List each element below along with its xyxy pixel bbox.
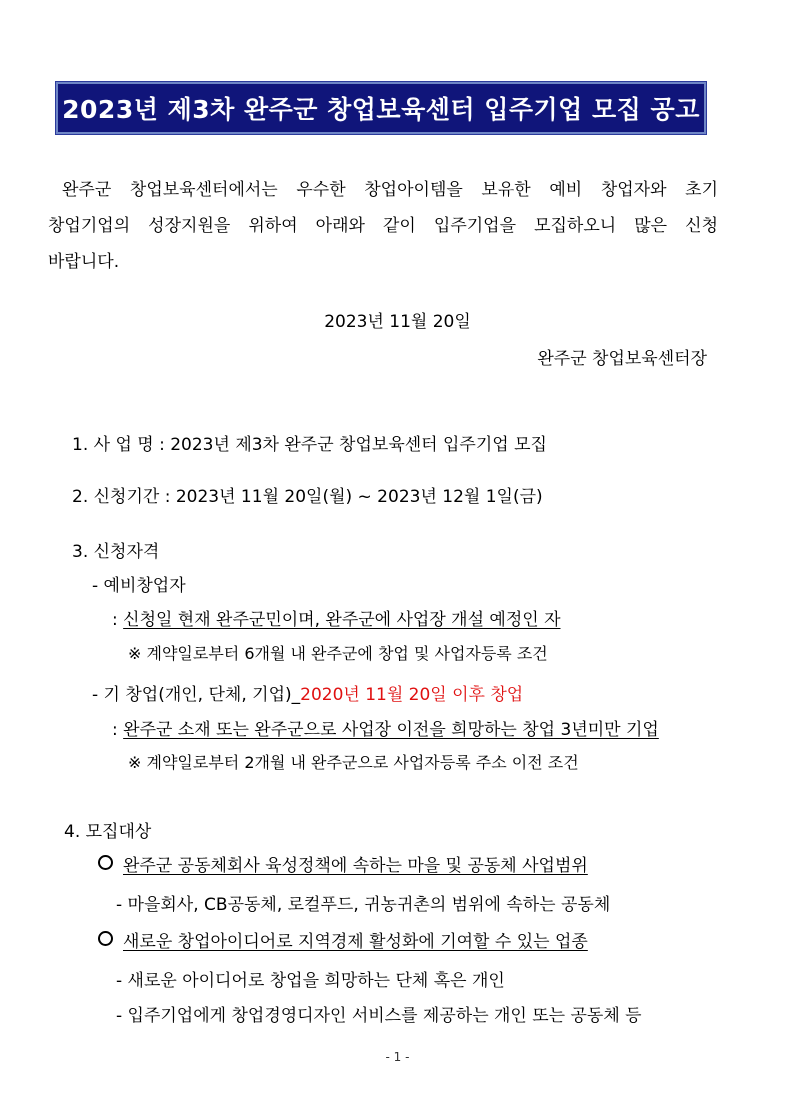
colon-prefix: :	[112, 610, 124, 630]
circle-bullet-icon	[98, 931, 113, 946]
colon-prefix: :	[112, 720, 124, 740]
target-item-1-sub: - 마을회사, CB공동체, 로컬푸드, 귀농귀촌의 범위에 속하는 공동체	[116, 895, 611, 915]
circle-bullet-icon	[98, 855, 113, 870]
intro-line: 창업기업의 성장지원을 위하여 아래와 같이 입주기업을 모집하오니 많은 신청	[48, 216, 718, 236]
eligibility-pre-startup-note: ※ 계약일로부터 6개월 내 완주군에 창업 및 사업자등록 조건	[128, 644, 548, 663]
title-banner	[56, 82, 706, 134]
eligibility-existing-note: ※ 계약일로부터 2개월 내 완주군으로 사업자등록 주소 이전 조건	[128, 753, 579, 772]
section-eligibility-heading: 3. 신청자격	[72, 542, 160, 562]
section-target-heading: 4. 모집대상	[64, 822, 152, 842]
target-item-2-sub-2: - 입주기업에게 창업경영디자인 서비스를 제공하는 개인 또는 공동체 등	[116, 1006, 642, 1026]
announcement-date: 2023년 11월 20일	[324, 312, 471, 332]
eligibility-existing-label	[92, 680, 523, 705]
intro-line: 완주군 창업보육센터에서는 우수한 창업아이템을 보유한 예비 창업자와 초기	[62, 180, 718, 200]
intro-line: 바랍니다.	[48, 252, 120, 272]
page-title: 2023년 제3차 완주군 창업보육센터 입주기업 모집 공고	[62, 95, 700, 124]
existing-highlight: 2020년 11월 20일 이후 창업	[300, 685, 524, 705]
pre-startup-requirement: 신청일 현재 완주군민이며, 완주군에 사업장 개설 예정인 자	[123, 610, 561, 630]
target-item-2-text: 새로운 창업아이디어로 지역경제 활성화에 기여할 수 있는 업종	[123, 932, 588, 952]
eligibility-existing-desc	[112, 715, 659, 740]
page-number: - 1 -	[385, 1050, 410, 1064]
section-application-period: 2. 신청기간 : 2023년 11월 20일(월) ~ 2023년 12월 1일(금)	[72, 487, 543, 507]
target-item-2	[98, 927, 588, 952]
section-business-name: 1. 사 업 명 : 2023년 제3차 완주군 창업보육센터 입주기업 모집	[72, 435, 547, 455]
eligibility-pre-startup-label: - 예비창업자	[92, 576, 186, 596]
existing-requirement: 완주군 소재 또는 완주군으로 사업장 이전을 희망하는 창업 3년미만 기업	[123, 720, 659, 740]
target-item-1-text: 완주군 공동체회사 육성정책에 속하는 마을 및 공동체 사업범위	[123, 856, 588, 876]
target-item-2-sub-1: - 새로운 아이디어로 창업을 희망하는 단체 혹은 개인	[116, 971, 505, 991]
target-item-1	[98, 851, 588, 876]
eligibility-pre-startup-desc	[112, 605, 561, 630]
intro-paragraph	[48, 172, 718, 280]
issuer: 완주군 창업보육센터장	[537, 349, 707, 369]
existing-label-text: - 기 창업(개인, 단체, 기업)_	[92, 685, 301, 705]
